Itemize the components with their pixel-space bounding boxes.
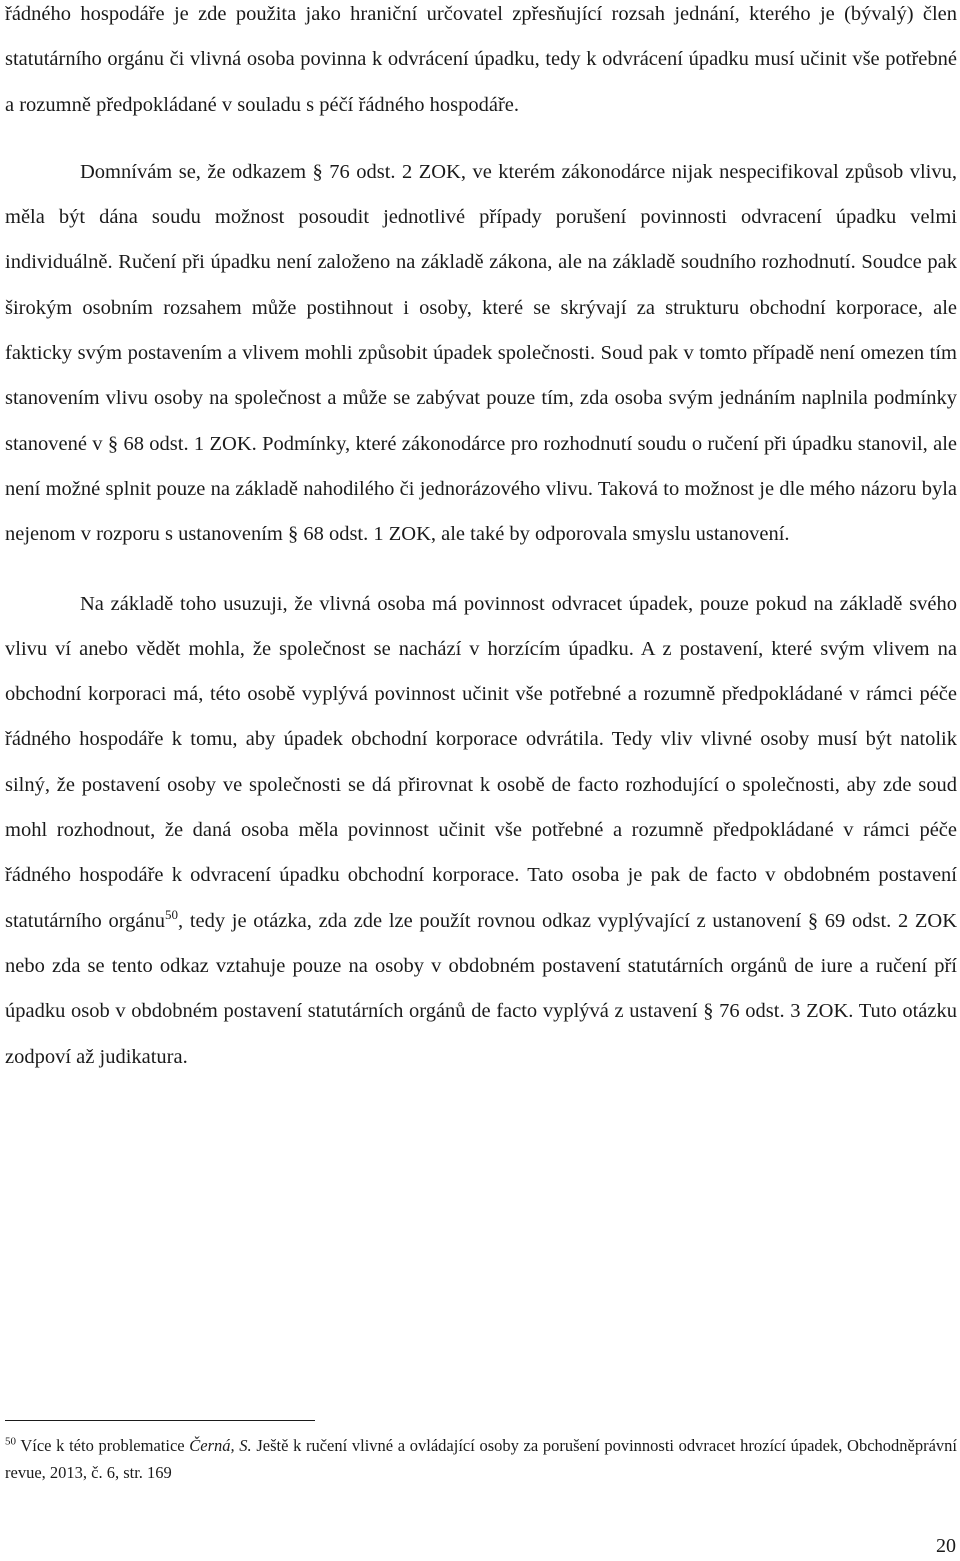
- footnote: [5, 1432, 957, 1486]
- page-number: 20: [936, 1535, 956, 1557]
- footnote-separator: [5, 1420, 315, 1421]
- footnote-text-1: Více k této problematice: [16, 1436, 190, 1455]
- paragraph-76-odst-2: Domnívám se, že odkazem § 76 odst. 2 ZOK, ve kterém zákonodárce nijak nespecifikoval způsob vlivu, měla být dána soudu možnost posoudit jednotlivé případy porušení povinnosti odvracení úpadku velmi individuálně. Ručení při úpadku není založeno na základě zákona, ale na základě soudního rozhodnutí. Soudce pak širokým osobním rozsahem může postihnout i osoby, které se skrývají za strukturu obchodní korporace, ale fakticky svým postavením a vlivem mohli způsobit úpadek společnosti. Soud pak v tomto případě není omezen tím stanovením vlivu osoby na společnost a může se zabývat pouze tím, zda osoba svým jednáním naplnila podmínky stanovené v § 68 odst. 1 ZOK. Podmínky, které zákonodárce pro rozhodnutí soudu o ručení při úpadku stanovil, ale není možné splnit pouze na základě nahodilého či jednorázového vlivu. Taková to možnost je dle mého názoru byla nejenom v rozporu s ustanovením § 68 odst. 1 ZOK, ale také by odporovala smyslu ustanovení.: [5, 160, 957, 546]
- footnote-text-2: Ještě k ručení vlivné a ovládající osoby za porušení povinnosti odvracet hrozící úpadek, Obchodněprávní revue, 2013, č. 6, str. 169: [5, 1436, 958, 1482]
- footnote-reference: 50: [165, 906, 179, 922]
- document-page: [5, 0, 957, 1080]
- footnote-author: Černá, S.: [189, 1436, 252, 1455]
- paragraph-conclusion-text-2: , tedy je otázka, zda zde lze použít rovnou odkaz vyplývající z ustanovení § 69 odst. 2 ZOK nebo zda se tento odkaz vztahuje pouze na osoby v obdobném postavení statutárních orgánů de iure a ručení pří úpadku osob v obdobném postavení statutárních orgánů de facto vyplývá z ustavení § 76 odst. 3 ZOK. Tuto otázku zodpoví až judikatura.: [5, 909, 958, 1068]
- paragraph-conclusion-text-1: Na základě toho usuzuji, že vlivná osoba má povinnost odvracet úpadek, pouze pokud na základě svého vlivu ví anebo vědět mohla, že společnost se nachází v horzícím úpadku. A z postavení, které svým vlivem na obchodní korporaci má, této osobě vyplývá povinnost učinit vše potřebné a rozumně předpokládané v rámci péče řádného hospodáře k tomu, aby úpadek obchodní korporace odvrátila. Tedy vliv vlivné osoby musí být natolik silný, že postavení osoby ve společnosti se dá přirovnat k osobě de facto rozhodující o společnosti, aby zde soud mohl rozhodnout, že daná osoba měla povinnost učinit vše potřebné a rozumně předpokládané v rámci péče řádného hospodáře k odvracení úpadku obchodní korporace. Tato osoba je pak de facto v obdobném postavení statutárního orgánu: [5, 592, 957, 932]
- paragraph-conclusion: [5, 582, 957, 1080]
- footnote-number: 50: [5, 1435, 16, 1448]
- paragraph-continuation: řádného hospodáře je zde použita jako hraniční určovatel zpřesňující rozsah jednání, kterého je (bývalý) člen statutárního orgánu či vlivná osoba povinna k odvrácení úpadku, tedy k odvrácení úpadku musí učinit vše potřebné a rozumně předpokládané v souladu s péčí řádného hospodáře.: [5, 3, 957, 116]
